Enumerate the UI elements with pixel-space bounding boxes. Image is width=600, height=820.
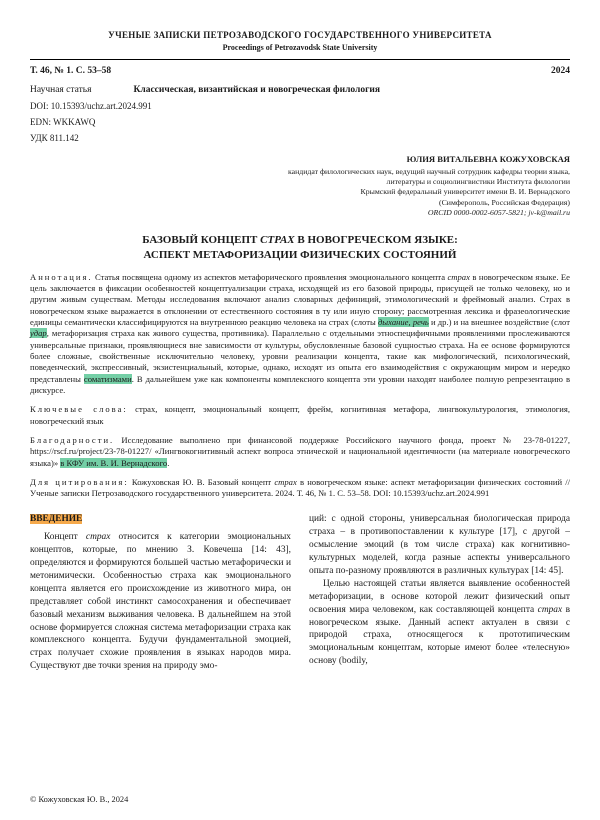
citation (30, 477, 570, 500)
body-columns (30, 513, 570, 795)
introduction-heading-highlight: ВВЕДЕНИЕ (30, 513, 83, 524)
rscf-project-link[interactable]: https://rscf.ru/project/23-78-01227/ (30, 446, 152, 457)
abstract-text: , метафоризация страха как живого существа, противника). Параллельно с отдельными этноспецифичными проявлениями прослеживаются универсальные признаки, проявляющиеся вне зависимости от культуры, обусловленные базовой сущностью страха. На ее основе формируются более сложные, свойственные исключительно человеку, уровни реализации концепта, такие как мифологический, психологический, поведенческий, экспрессивный, экзистенциальный, которые, однако, исходят из опыта его взаимодействия с окружающим миром и нередко представлены (30, 328, 570, 384)
paragraph-text: относится к категории эмоциональных концептов, которые, по мнению З. Ковечеша [14: 43], определяются и формируются большей частью метафорически и метонимически. Особенностью страха как эмоционального концепта является его происхождение из животного мира, он представляет собой инстинкт самосохранения и обеспечивает базовый механизм выживания человека. В дальнейшем на этой основе формируется сложная система метафоризации страха как комплексного концепта. Будучи фундаментальной эмоцией, страх получает схожие проявления в языках народов мира. Существуют две точки зрения на природу эмо- (30, 531, 291, 672)
author-city: (Симферополь, Российская Федерация) (439, 197, 570, 207)
keywords-label: Ключевые слова: (30, 404, 128, 415)
acknowledgements-text: «Лингвокогнитивный аспект вопроса этнической и национальной идентичности (на материале новогреческого языка)» (30, 446, 570, 468)
paragraph-italic-strah: страх (537, 604, 563, 615)
edn-line: EDN: WKKAWQ (30, 117, 96, 127)
article-title-line1 (142, 234, 458, 246)
doi-line: DOI: 10.15393/uchz.art.2024.991 (30, 101, 152, 111)
journal-section-title: Классическая, византийская и новогреческая филология (133, 85, 381, 95)
paragraph-italic-strah: страх (85, 531, 111, 542)
abstract-text: и др.) и на внешнее воздействие (слот (428, 316, 570, 327)
paragraph (30, 531, 291, 674)
author-orcid-line (30, 208, 570, 218)
abstract-highlight-udar: удар (30, 328, 47, 339)
acknowledgements-highlight-kfu: в КФУ им. В. И. Вернадского (60, 457, 168, 468)
keywords-text: страх, концепт, эмоциональный концепт, фрейм, когнитивная метафора, лингвокультурология, этимология, новогреческий язык (30, 404, 570, 426)
author-orcid: ORCID 0000-0002-6057-5821; (427, 207, 529, 217)
journal-title-en: Proceedings of Petrozavodsk State University (222, 43, 378, 52)
abstract (30, 272, 570, 397)
udc-line: УДК 811.142 (30, 133, 79, 143)
author-block (30, 154, 570, 218)
author-position: кандидат филологических наук, ведущий научный сотрудник кафедры теории языка, литературы и социолингвистики Института филологии (287, 167, 570, 187)
article-title-line2: АСПЕКТ МЕТАФОРИЗАЦИИ ФИЗИЧЕСКИХ СОСТОЯНИЙ (143, 249, 457, 262)
section-heading-introduction (30, 513, 291, 526)
abstract-italic-strah: страх (447, 271, 470, 282)
citation-label: Для цитирования: (30, 477, 129, 488)
article-title (30, 233, 570, 264)
journal-header (30, 30, 570, 143)
article-type-label: Научная статья (30, 85, 92, 95)
abstract-text: в новогреческом языке. Ее цель заключается в фиксации особенностей концептуализации страха, исходящей из его базовой природы, присущей не только человеку, но и другим живым существам. Методы исследования включают анализ словарных дефиниций, этимологический и фреймовый анализ. Страх в новогреческом языке выражается в отклонении от естественного состояния в ту или иную сторону; рассмотренная лексика и фразеологические единицы семантически классифицируются на внутреннюю реакцию человека на страх (слоты (30, 271, 570, 327)
article-type-row (30, 85, 570, 95)
paragraph-text: Целью настоящей статьи является выявление особенностей метафоризации, в основе которой лежит физический опыт освоения мира человеком, как составляющей концепта (309, 578, 570, 615)
volume-year-row (30, 66, 570, 76)
paragraph: ций: с одной стороны, универсальная биологическая природа страха – в противопоставлении к культуре [17], с другой – осмысление эмоций (в том числе страха) как когнитивно-культурных моделей, когда разные аспекты универсального опыта по-разному проявляются в различных культурах [14: 45]. (309, 513, 570, 576)
paragraph (309, 578, 570, 669)
citation-text: Кожуховская Ю. В. Базовый концепт (128, 477, 275, 488)
abstract-text: Статья посвящена одному из аспектов метафорического проявления эмоционального концепта (92, 271, 448, 282)
author-university: Крымский федеральный университет имени В. И. Вернадского (360, 187, 570, 197)
journal-title-ru: УЧЕНЫЕ ЗАПИСКИ ПЕТРОЗАВОДСКОГО ГОСУДАРСТВЕННОГО УНИВЕРСИТЕТА (108, 30, 492, 40)
citation-text: в новогреческом языке: аспект метафоризации физических состояний // Ученые записки Петрозаводского государственного университета. 2024. Т. 46, № 1. С. 53–58. DOI: 10.15393/uchz.art.2024.991 (30, 477, 570, 499)
author-email-link[interactable]: jv-k@mail.ru (528, 207, 570, 217)
body-column-right (309, 513, 570, 669)
acknowledgements-text: Исследование выполнено при финансовой поддержке Российского научного фонда, проект № 23-78-01227, (114, 435, 570, 446)
paragraph-text: в новогреческом языке. Данный аспект актуален в связи с природой страха, относящегося к прототипическим эмоциональным концептам, которые имеют более «телесную» основу (bodily, (309, 604, 570, 667)
abstract-highlight-breath-speech: дыхание, речь (377, 316, 429, 327)
copyright-notice: © Кожуховская Ю. В., 2024 (30, 795, 129, 804)
acknowledgements-text: . (167, 457, 170, 468)
volume-pages: Т. 46, № 1. С. 53–58 (30, 66, 112, 76)
author-name: ЮЛИЯ ВИТАЛЬЕВНА КОЖУХОВСКАЯ (406, 154, 570, 164)
paragraph-text: Концепт (44, 531, 86, 542)
title-text: В НОВОГРЕЧЕСКОМ ЯЗЫКЕ: (294, 233, 458, 246)
header-divider (30, 59, 570, 60)
abstract-label: Аннотация. (30, 271, 93, 282)
body-column-left (30, 513, 291, 674)
abstract-highlight-somatisms: соматизмами (83, 373, 132, 384)
title-italic-concept: СТРАХ (260, 233, 295, 246)
acknowledgements (30, 435, 570, 469)
abstract-text: . В дальнейшем уже как компоненты комплексного концепта эти уровни находят наиболее полную репрезентацию в дискурсе. (30, 373, 571, 396)
citation-italic-strah: страх (274, 477, 297, 488)
acknowledgements-label: Благодарности. (30, 435, 115, 446)
title-text: БАЗОВЫЙ КОНЦЕПТ (142, 233, 261, 246)
keywords (30, 404, 570, 427)
publication-year: 2024 (551, 66, 570, 76)
